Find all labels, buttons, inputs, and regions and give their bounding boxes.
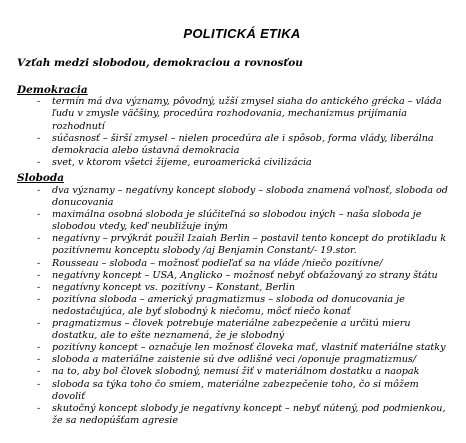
list-item-text: pragmatizmus – človek potrebuje materiálne zabezpečenie a určitú mieru dostatku, ale to ešte neznamená, že je slobodný bbox=[52, 318, 411, 342]
demokracia-list bbox=[0, 96, 466, 170]
list-item-text: pozitívna sloboda – americký pragmatizmus – sloboda od donucovania je nedostačujúca, ale byť slobodný k niečomu, môcť niečo konať bbox=[52, 293, 405, 317]
list-item bbox=[0, 233, 466, 257]
list-item bbox=[0, 366, 466, 378]
list-item bbox=[0, 282, 466, 294]
sloboda-list bbox=[0, 185, 466, 427]
list-item bbox=[0, 318, 466, 342]
list-item-text: súčasnosť – širší zmysel – nielen procedúra ale i spôsob, forma vlády, liberálna demokracia alebo ústavná demokracia bbox=[52, 132, 434, 157]
bullet-dash: - bbox=[37, 366, 41, 378]
bullet-dash: - bbox=[37, 96, 41, 107]
bullet-dash: - bbox=[37, 378, 41, 390]
list-item bbox=[0, 354, 466, 366]
list-item bbox=[0, 209, 466, 233]
list-item-text: negatívny koncept – USA, Anglicko – možnosť nebyť obťažovaný zo strany štátu bbox=[52, 269, 438, 281]
bullet-dash: - bbox=[37, 269, 41, 281]
list-item bbox=[0, 403, 466, 427]
list-item-text: svet, v ktorom všetci žijeme, euroamerická civilizácia bbox=[52, 157, 312, 169]
bullet-dash: - bbox=[37, 402, 41, 414]
list-item bbox=[0, 96, 466, 133]
document-title: POLITICKÁ ETIKA bbox=[183, 26, 301, 41]
bullet-dash: - bbox=[37, 318, 41, 330]
document-subtitle: Vzťah medzi slobodou, demokraciou a rovnosťou bbox=[17, 57, 303, 69]
list-item-text: na to, aby bol človek slobodný, nemusí žiť v materiálnom dostatku a naopak bbox=[52, 366, 420, 378]
list-item-text: negatívny koncept vs. pozitívny – Konstant, Berlin bbox=[52, 281, 296, 293]
section-heading-demokracia: Demokracia bbox=[17, 84, 88, 96]
list-item bbox=[0, 258, 466, 270]
list-item bbox=[0, 133, 466, 158]
list-item-text: sloboda a materiálne zaistenie sú dve odlišné veci /oponuje pragmatizmus/ bbox=[52, 354, 417, 366]
list-item bbox=[0, 294, 466, 318]
list-item-text: Rousseau – sloboda – možnosť podieľať sa na vláde /niečo pozitívne/ bbox=[52, 257, 383, 269]
list-item-text: pozitívny koncept – označuje len možnosť človeka mať, vlastniť materiálne statky bbox=[52, 342, 446, 354]
section-heading-sloboda: Sloboda bbox=[17, 172, 65, 184]
list-item-text: dva významy – negatívny koncept slobody – sloboda znamená voľnosť, sloboda od donucovania bbox=[52, 185, 448, 209]
list-item bbox=[0, 157, 466, 169]
list-item-text: negatívny – prvýkrát použil Izaiah Berlin – postavil tento koncept do protikladu k pozitívnemu konceptu slobody /aj Benjamin Constant/- 19.stor. bbox=[52, 233, 447, 257]
bullet-dash: - bbox=[37, 233, 41, 245]
bullet-dash: - bbox=[37, 185, 41, 196]
bullet-dash: - bbox=[37, 132, 41, 144]
list-item bbox=[0, 342, 466, 354]
list-item bbox=[0, 270, 466, 282]
bullet-dash: - bbox=[37, 257, 41, 269]
list-item-text: sloboda sa týka toho čo smiem, materiálne zabezpečenie toho, čo si môžem dovoliť bbox=[52, 378, 419, 402]
list-item bbox=[0, 185, 466, 209]
bullet-dash: - bbox=[37, 209, 41, 221]
list-item bbox=[0, 379, 466, 403]
bullet-dash: - bbox=[37, 342, 41, 354]
bullet-dash: - bbox=[37, 293, 41, 305]
list-item-text: skutočný koncept slobody je negatívny koncept – nebyť nútený, pod podmienkou, že sa nedopúšťam agresie bbox=[52, 402, 446, 426]
bullet-dash: - bbox=[37, 354, 41, 366]
bullet-dash: - bbox=[37, 281, 41, 293]
list-item-text: maximálna osobná sloboda je slúčiteľná so slobodou iných – naša sloboda je slobodou vtedy, keď neubližuje iným bbox=[52, 209, 422, 233]
bullet-dash: - bbox=[37, 157, 41, 169]
list-item-text: termín má dva významy, pôvodný, užší zmysel siaha do antického grécka – vláda ľudu v zmysle väčšiny, procedúra rozhodovania, mechanizmus prijímania rozhodnutí bbox=[52, 96, 442, 132]
